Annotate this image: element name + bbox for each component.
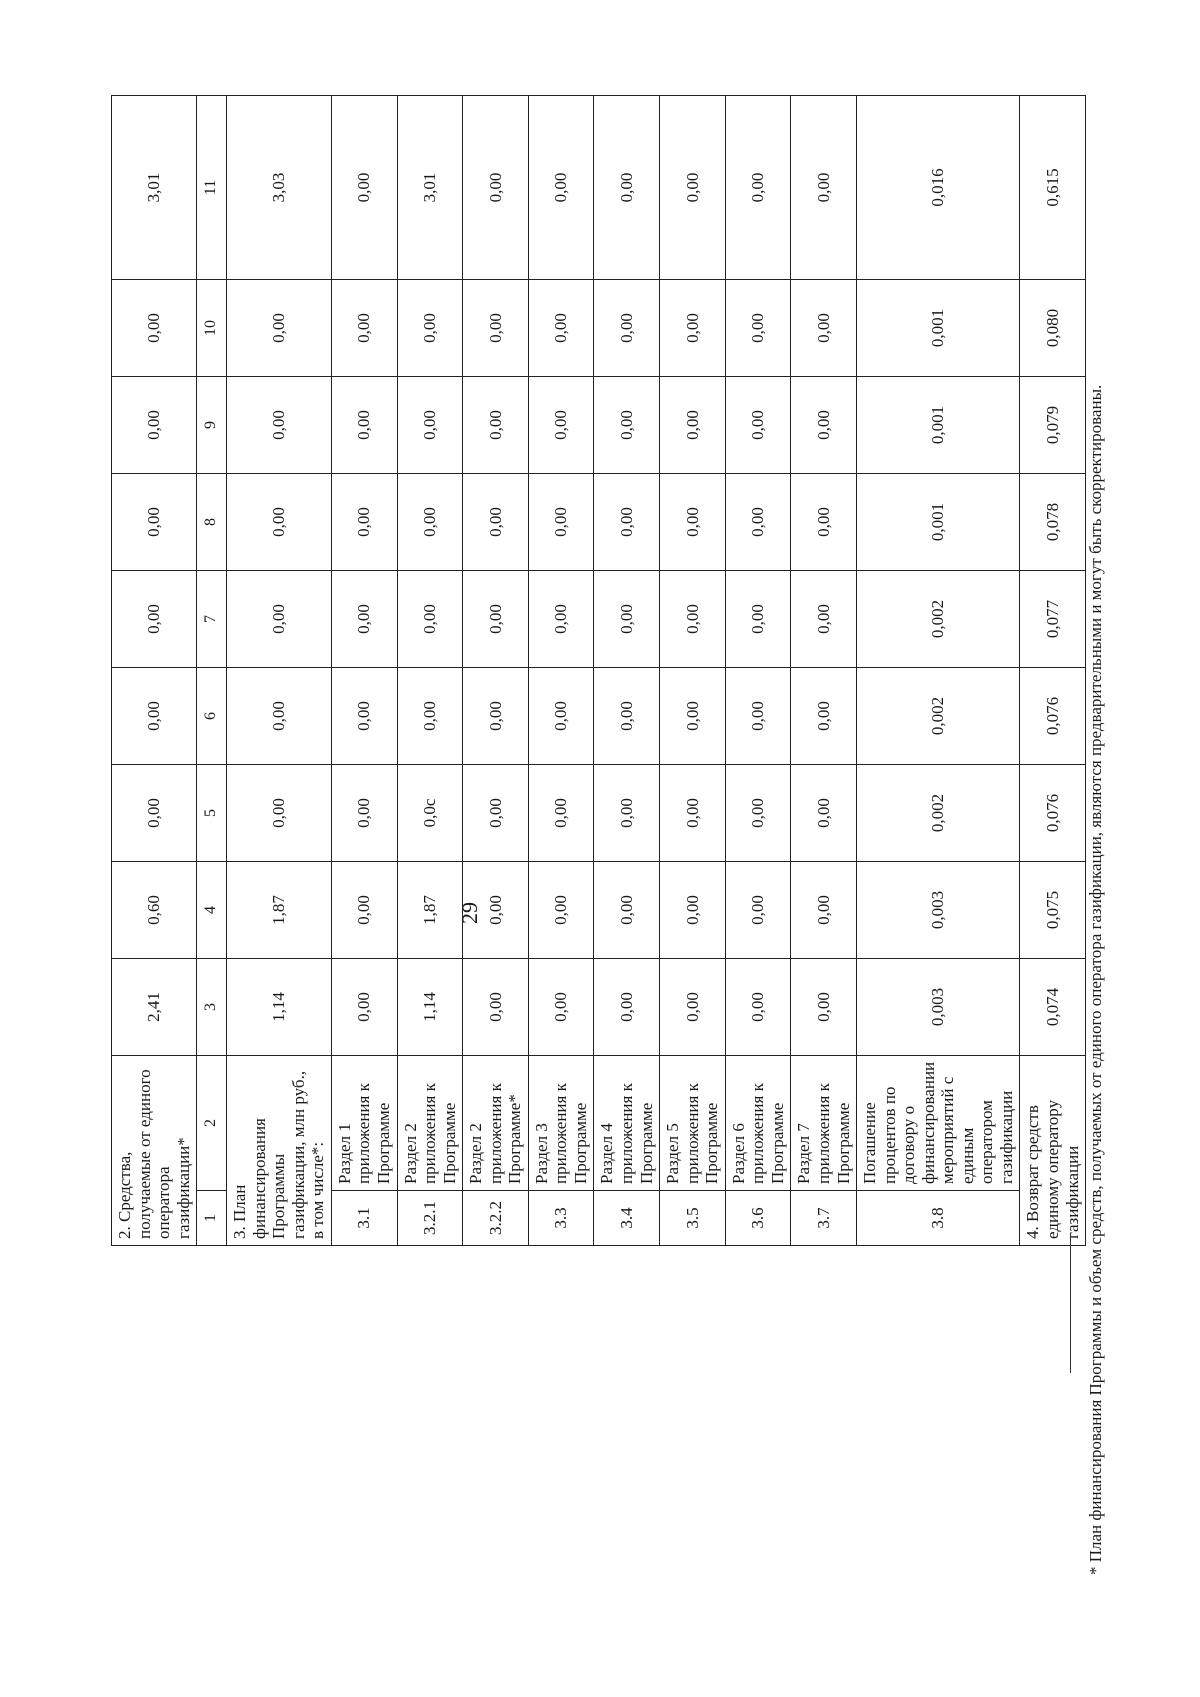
value-cell: 0,079 (1020, 377, 1086, 474)
page-number: 29 (457, 902, 482, 924)
column-index-cell: 10 (197, 280, 227, 377)
row-label: 4. Возврат средств единому оператору газификации (1020, 1056, 1086, 1246)
value-cell: 0,00 (791, 280, 857, 377)
value-cell: 1,87 (227, 862, 332, 959)
table-row-3-7 (791, 96, 857, 1246)
footnote: * План финансирования Программы и объем средств, получаемых от единого оператора газификации, являются предварительными и могут быть скорректированы. (1086, 384, 1105, 1575)
value-cell: 0,00 (660, 377, 726, 474)
footnote-divider (1070, 1233, 1071, 1373)
table-row-3-4 (594, 96, 660, 1246)
value-cell: 0,00 (397, 474, 463, 571)
value-cell: 0,00 (660, 280, 726, 377)
row-number: 3.8 (857, 1191, 1020, 1246)
value-cell: 0,00 (331, 862, 397, 959)
value-cell: 0,00 (594, 377, 660, 474)
value-cell: 0,00 (725, 377, 791, 474)
value-cell: 0,00 (463, 862, 529, 959)
value-cell: 0,00 (528, 280, 594, 377)
row-number: 3.7 (791, 1191, 857, 1246)
value-cell: 0,00 (660, 96, 726, 280)
value-cell: 0,00 (331, 377, 397, 474)
row-label: Раздел 5 приложения к Программе (660, 1056, 726, 1191)
row-label: 2. Средства, получаемые от единого оператора газификации* (112, 1056, 197, 1246)
financing-table-container (111, 96, 1082, 1246)
value-cell: 3,01 (397, 96, 463, 280)
value-cell: 0,002 (857, 765, 1020, 862)
table-row-3-5 (660, 96, 726, 1246)
value-cell: 0,00 (331, 571, 397, 668)
value-cell: 0,00 (463, 377, 529, 474)
value-cell: 0,60 (112, 862, 197, 959)
column-index-cell: 9 (197, 377, 227, 474)
value-cell: 0,00 (112, 377, 197, 474)
value-cell: 0,001 (857, 280, 1020, 377)
value-cell: 0,00 (660, 862, 726, 959)
value-cell: 0,080 (1020, 280, 1086, 377)
value-cell: 0,00 (331, 668, 397, 765)
value-cell: 0,00 (594, 96, 660, 280)
row-label: Раздел 2 приложения к Программе (397, 1056, 463, 1191)
value-cell: 0,00 (528, 862, 594, 959)
row-label: Раздел 1 приложения к Программе (331, 1056, 397, 1191)
value-cell: 0,00 (725, 571, 791, 668)
value-cell: 0,00 (791, 668, 857, 765)
value-cell: 0,00 (463, 959, 529, 1056)
value-cell: 0,00 (112, 668, 197, 765)
value-cell: 0,00 (594, 959, 660, 1056)
value-cell: 0,00 (227, 474, 332, 571)
value-cell: 0,001 (857, 377, 1020, 474)
value-cell: 0,00 (227, 377, 332, 474)
row-number: 3.3 (528, 1191, 594, 1246)
value-cell: 0,00 (528, 959, 594, 1056)
value-cell: 0,075 (1020, 862, 1086, 959)
table-row-3-6 (725, 96, 791, 1246)
value-cell: 0,00 (463, 571, 529, 668)
value-cell: 0,00 (791, 862, 857, 959)
value-cell: 0,00 (397, 377, 463, 474)
value-cell: 0,002 (857, 571, 1020, 668)
value-cell: 0,00 (791, 96, 857, 280)
value-cell: 0,00 (397, 668, 463, 765)
row-label: Раздел 3 приложения к Программе (528, 1056, 594, 1191)
value-cell: 0,00 (528, 96, 594, 280)
value-cell: 0,00 (725, 668, 791, 765)
column-index-cell: 1 (197, 1191, 227, 1246)
value-cell: 0,00 (791, 571, 857, 668)
value-cell: 0,00 (594, 862, 660, 959)
value-cell: 0,00 (528, 765, 594, 862)
value-cell: 0,00 (227, 668, 332, 765)
value-cell: 3,03 (227, 96, 332, 280)
value-cell: 0,00 (331, 96, 397, 280)
value-cell: 2,41 (112, 959, 197, 1056)
row-label: 3. План финансирования Программы газификации, млн руб., в том числе*: (227, 1056, 332, 1246)
column-index-cell: 5 (197, 765, 227, 862)
value-cell: 0,00 (660, 765, 726, 862)
value-cell: 0,00 (397, 571, 463, 668)
value-cell: 0,00 (227, 571, 332, 668)
value-cell: 0,00 (528, 474, 594, 571)
value-cell: 0,00 (660, 571, 726, 668)
table-row-3-1 (331, 96, 397, 1246)
value-cell: 0,00 (791, 959, 857, 1056)
value-cell: 0,00 (331, 474, 397, 571)
value-cell: 0,078 (1020, 474, 1086, 571)
row-label: Раздел 6 приложения к Программе (725, 1056, 791, 1191)
value-cell: 0,00 (594, 765, 660, 862)
table-row-3-8 (857, 96, 1020, 1246)
value-cell: 0,00 (112, 280, 197, 377)
value-cell: 0,00 (463, 280, 529, 377)
row-number: 3.6 (725, 1191, 791, 1246)
row-number: 3.1 (331, 1191, 397, 1246)
value-cell: 0,00 (725, 280, 791, 377)
row-label: Раздел 2 приложения к Программе* (463, 1056, 529, 1191)
value-cell: 1,14 (227, 959, 332, 1056)
value-cell: 0,00 (528, 668, 594, 765)
value-cell: 0,00 (112, 571, 197, 668)
value-cell: 0,00 (227, 765, 332, 862)
value-cell: 0,00 (660, 474, 726, 571)
value-cell: 0,00 (791, 474, 857, 571)
column-index-cell: 7 (197, 571, 227, 668)
value-cell: 0,00 (528, 571, 594, 668)
value-cell: 0,00 (594, 571, 660, 668)
value-cell: 0,00 (725, 474, 791, 571)
column-index-cell: 4 (197, 862, 227, 959)
value-cell: 0,00 (331, 959, 397, 1056)
value-cell: 0,00 (660, 668, 726, 765)
value-cell: 0,00 (725, 959, 791, 1056)
table-row-plan (227, 96, 332, 1246)
row-number: 3.5 (660, 1191, 726, 1246)
value-cell: 0,001 (857, 474, 1020, 571)
column-index-cell: 3 (197, 959, 227, 1056)
value-cell: 0,00 (112, 765, 197, 862)
value-cell: 0,076 (1020, 668, 1086, 765)
value-cell: 0,0с (397, 765, 463, 862)
value-cell: 0,00 (725, 96, 791, 280)
value-cell: 0,00 (463, 474, 529, 571)
value-cell: 0,00 (112, 474, 197, 571)
value-cell: 0,003 (857, 959, 1020, 1056)
column-index-cell: 2 (197, 1056, 227, 1191)
table-row-3-2-1 (397, 96, 463, 1246)
value-cell: 0,00 (227, 280, 332, 377)
financing-table (111, 95, 1086, 1246)
table-row-funds (112, 96, 197, 1246)
value-cell: 0,077 (1020, 571, 1086, 668)
value-cell: 0,00 (725, 765, 791, 862)
value-cell: 0,00 (725, 862, 791, 959)
value-cell: 0,002 (857, 668, 1020, 765)
value-cell: 0,074 (1020, 959, 1086, 1056)
row-number: 3.4 (594, 1191, 660, 1246)
value-cell: 0,016 (857, 96, 1020, 280)
value-cell: 0,00 (463, 668, 529, 765)
value-cell: 0,00 (463, 96, 529, 280)
value-cell: 0,00 (528, 377, 594, 474)
value-cell: 0,615 (1020, 96, 1086, 280)
row-label: Погашение процентов по договору о финансировании мероприятий с единым оператором газификации (857, 1056, 1020, 1191)
table-row-column-index (197, 96, 227, 1246)
value-cell: 0,00 (594, 668, 660, 765)
value-cell: 0,00 (594, 474, 660, 571)
row-number: 3.2.2 (463, 1191, 529, 1246)
value-cell: 1,87 (397, 862, 463, 959)
value-cell: 0,076 (1020, 765, 1086, 862)
column-index-cell: 6 (197, 668, 227, 765)
value-cell: 0,00 (463, 765, 529, 862)
value-cell: 0,00 (660, 959, 726, 1056)
value-cell: 0,003 (857, 862, 1020, 959)
value-cell: 0,00 (791, 765, 857, 862)
row-label: Раздел 4 приложения к Программе (594, 1056, 660, 1191)
value-cell: 3,01 (112, 96, 197, 280)
column-index-cell: 8 (197, 474, 227, 571)
table-row-3-3 (528, 96, 594, 1246)
value-cell: 0,00 (594, 280, 660, 377)
value-cell: 1,14 (397, 959, 463, 1056)
value-cell: 0,00 (791, 377, 857, 474)
column-index-cell: 11 (197, 96, 227, 280)
row-number: 3.2.1 (397, 1191, 463, 1246)
table-row-return (1020, 96, 1086, 1246)
value-cell: 0,00 (331, 280, 397, 377)
value-cell: 0,00 (397, 280, 463, 377)
table-row-3-2-2 (463, 96, 529, 1246)
row-label: Раздел 7 приложения к Программе (791, 1056, 857, 1191)
value-cell: 0,00 (331, 765, 397, 862)
